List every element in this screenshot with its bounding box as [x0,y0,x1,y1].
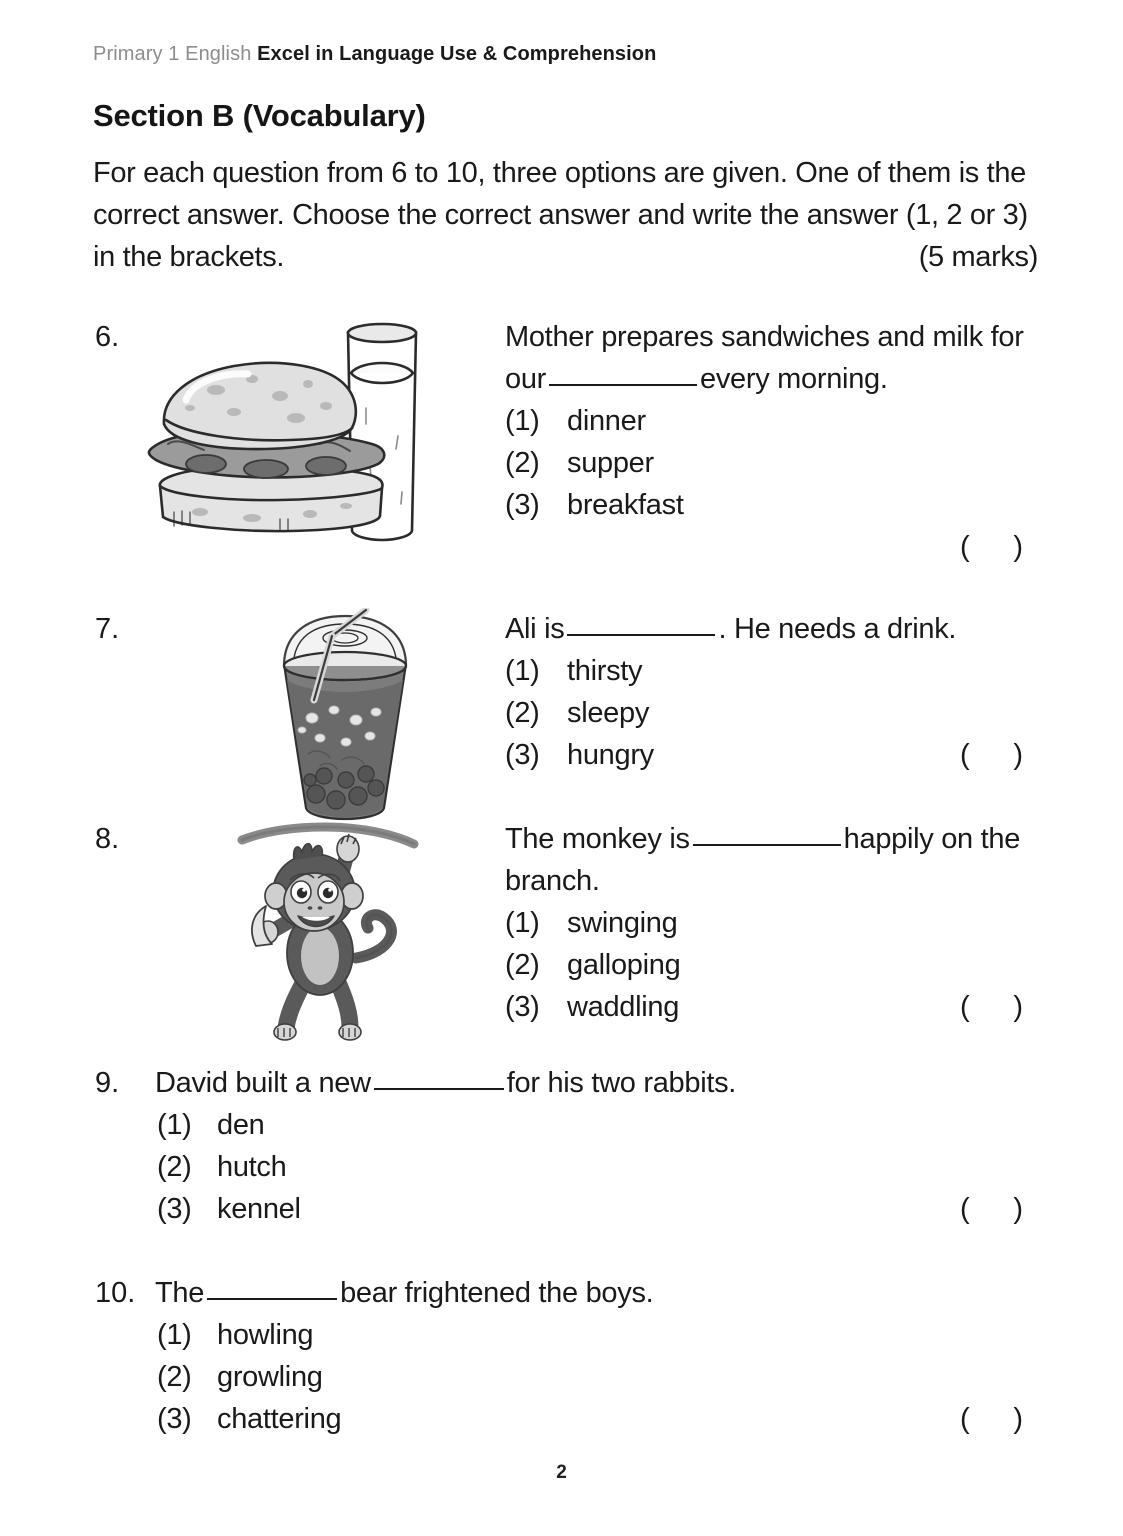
option-item[interactable] [505,400,1045,442]
option-item[interactable] [505,442,1045,484]
question-9-stem: David built a new for his two rabbits. [155,1067,737,1099]
option-text: dinner [567,405,646,437]
option-text: waddling [567,991,680,1023]
section-instructions [93,152,1038,278]
question-8-number: 8. [95,823,120,855]
option-item[interactable] [505,902,1045,944]
question-7-stem: Ali is . He needs a drink. [505,613,957,645]
instructions-line-3: (1, 2 or 3) in the brackets. [93,199,1028,273]
running-header-prefix: Primary 1 English [93,43,252,65]
bracket-close: ) [1013,531,1023,563]
answer-blank[interactable] [549,384,697,386]
option-text: supper [567,447,654,479]
question-10-stem: The bear frightened the boys. [155,1277,654,1309]
option-label: (2) [505,949,540,981]
bracket-close: ) [1013,1193,1023,1225]
question-6-answer-bracket[interactable] [960,526,1023,568]
option-label: (1) [157,1109,192,1141]
section-title: Section B (Vocabulary) [93,98,426,133]
bubble-tea-cup-illustration [250,608,440,823]
option-item[interactable] [157,1104,1045,1146]
question-6-options [505,400,1045,526]
running-header-title: Excel in Language Use & Comprehension [257,43,657,65]
page-number: 2 [556,1462,567,1483]
question-9-answer-bracket[interactable] [960,1188,1023,1230]
option-text: den [217,1109,265,1141]
option-text: kennel [217,1193,301,1225]
option-text: thirsty [567,655,643,687]
option-label: (3) [157,1193,192,1225]
option-label: (2) [505,697,540,729]
instructions-line-2: is the correct answer. Choose the correct answer and write the answer [93,157,1026,231]
option-item[interactable] [505,650,1045,692]
option-text: galloping [567,949,681,981]
question-6-stem: Mother prepares sandwiches and milk for our every morning. [505,321,1024,395]
answer-blank[interactable] [693,844,841,846]
option-label: (3) [157,1403,192,1435]
option-item[interactable] [157,1356,1045,1398]
option-text: chattering [217,1403,342,1435]
option-label: (1) [505,907,540,939]
option-label: (3) [505,991,540,1023]
question-7-number: 7. [95,613,120,645]
option-label: (1) [505,405,540,437]
monkey-on-branch-illustration [228,818,428,1043]
option-text: hungry [567,739,654,771]
option-text: swinging [567,907,678,939]
option-item[interactable] [157,1146,1045,1188]
bracket-open: ( [960,991,970,1023]
question-6-number: 6. [95,321,120,353]
question-10-answer-bracket[interactable] [960,1398,1023,1440]
question-9-options [157,1104,1045,1230]
instructions-line-1: For each question from 6 to 10, three options are given. One of them [93,157,951,189]
option-label: (3) [505,739,540,771]
option-label: (1) [505,655,540,687]
option-text: growling [217,1361,323,1393]
question-10-body [155,1272,1045,1440]
question-10-options [157,1314,1045,1440]
sandwich-and-milk-illustration [130,316,460,546]
question-8-stem: The monkey is happily on the branch. [505,823,1021,897]
option-item[interactable] [157,1398,1045,1440]
option-item[interactable] [505,944,1045,986]
marks-allocation: (5 marks) [918,241,1038,273]
bracket-close: ) [1013,1403,1023,1435]
option-item[interactable] [157,1188,1045,1230]
option-label: (2) [505,447,540,479]
option-label: (2) [157,1151,192,1183]
answer-blank[interactable] [567,634,715,636]
option-item[interactable] [505,484,1045,526]
question-9-number: 9. [95,1067,120,1099]
bracket-close: ) [1013,739,1023,771]
option-item[interactable] [505,692,1045,734]
option-text: hutch [217,1151,287,1183]
option-text: howling [217,1319,314,1351]
answer-blank[interactable] [374,1088,504,1090]
question-9-body [155,1062,1045,1230]
option-label: (3) [505,489,540,521]
option-label: (2) [157,1361,192,1393]
option-label: (1) [157,1319,192,1351]
question-7-figure [250,608,450,823]
running-header [93,43,656,66]
question-10-number: 10. [95,1277,136,1309]
question-6-figure [130,316,470,546]
question-8-figure [228,818,448,1043]
bracket-close: ) [1013,991,1023,1023]
bracket-open: ( [960,739,970,771]
option-text: breakfast [567,489,684,521]
option-item[interactable] [157,1314,1045,1356]
bracket-open: ( [960,531,970,563]
bracket-open: ( [960,1193,970,1225]
bracket-open: ( [960,1403,970,1435]
question-8-answer-bracket[interactable] [960,986,1023,1028]
answer-blank[interactable] [207,1298,337,1300]
question-6-body [505,316,1045,526]
option-text: sleepy [567,697,650,729]
question-7-answer-bracket[interactable] [960,734,1023,776]
